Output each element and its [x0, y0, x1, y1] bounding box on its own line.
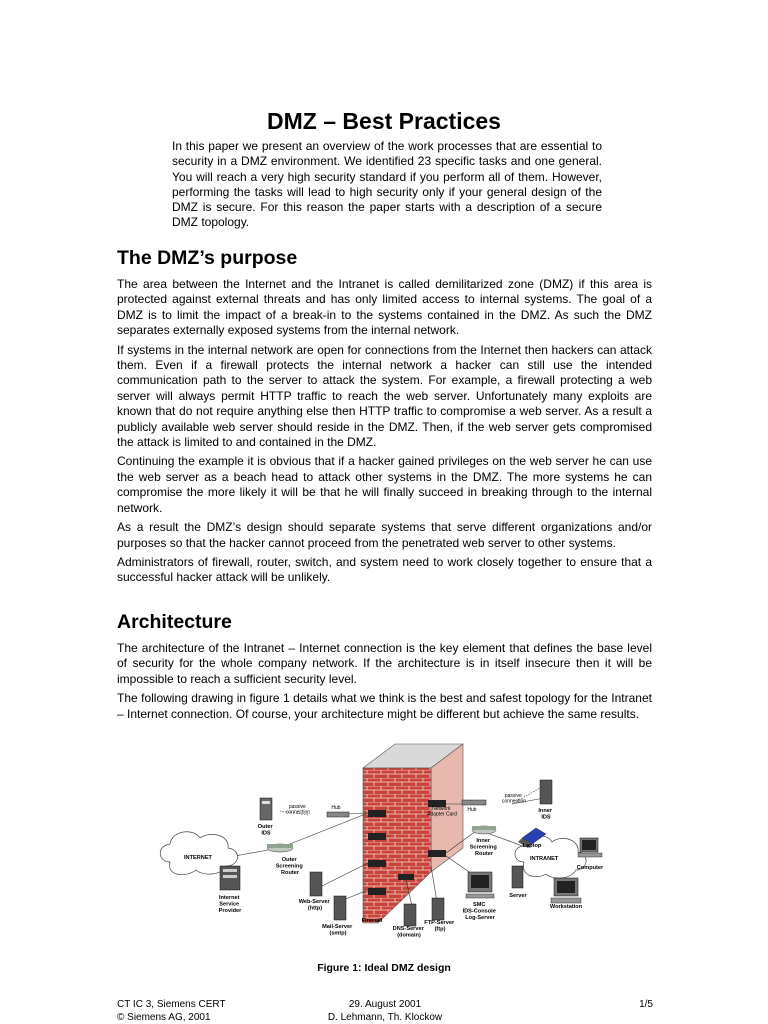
outer-router-label: Outer Screening Router	[275, 857, 303, 876]
document-title: DMZ – Best Practices	[267, 108, 501, 134]
laptop-label: Laptop	[522, 843, 542, 849]
internet-label: INTERNET	[184, 855, 212, 861]
hub-right-icon	[462, 800, 486, 805]
inner-ids-server-icon	[540, 780, 552, 804]
footer-org: CT IC 3, Siemens CERT	[117, 999, 226, 1010]
section-body-purpose	[117, 277, 652, 590]
mail-server-label: Mail-Server (smtp)	[322, 924, 353, 937]
section-heading-architecture: Architecture	[117, 611, 232, 633]
ftp-server-icon	[432, 898, 444, 920]
paragraph: The following drawing in figure 1 details what we think is the best and safest topology for the Intranet – Internet connection. Of course, your architecture might be different but achieve the same results.	[117, 691, 652, 721]
smc-console-icon	[466, 872, 494, 898]
hub-right-label: Hub	[467, 807, 477, 813]
footer-authors: D. Lehmann, Th. Klockow	[327, 1011, 443, 1023]
footer-copyright: © Siemens AG, 2001	[117, 1011, 211, 1023]
outer-router-icon	[267, 844, 293, 852]
dns-server-icon	[404, 904, 416, 926]
workstation-icon	[551, 878, 581, 903]
hub-left-label: Hub	[331, 805, 341, 811]
footer-left	[117, 999, 226, 1024]
section-heading-purpose: The DMZ’s purpose	[117, 247, 298, 269]
web-server-icon	[310, 872, 322, 896]
web-server-label: Web-Server (http)	[298, 899, 330, 912]
intranet-server-label: Server	[509, 893, 527, 899]
outer-ids-server-icon	[260, 798, 272, 820]
isp-server-icon	[220, 866, 240, 890]
ftp-server-label: FTP-Server (ftp)	[424, 920, 455, 933]
inner-router-label: Inner Screening Router	[469, 838, 497, 857]
paragraph: Administrators of firewall, router, switch, and system need to work closely together to ensure that a successful hacker attack will be unlikely.	[117, 554, 652, 585]
intranet-server-icon	[512, 866, 523, 888]
computer-icon	[578, 838, 602, 857]
paragraph: The area between the Internet and the Intranet is called demilitarized zone (DMZ) if this area is protected against external threats and has only limited access to internal systems. The goal of a DMZ is to limit the impact of a break-in to the systems contained in the DMZ. As such the DMZ separates externally exposed systems from the internal network.	[117, 277, 652, 338]
footer-page-number: 1/5	[639, 999, 653, 1010]
intro-paragraph: In this paper we present an overview of the work processes that are essential to security in a DMZ environment. We identified 23 specific tasks and one general. You will reach a very high security standard if you perform all of them. However, performing the tasks will lead to high security only if your general design of the DMZ is secure. For this reason the paper starts with a description of a secure DMZ topology.	[172, 139, 602, 230]
dns-server-label: DNS-Server (domain)	[392, 926, 424, 939]
isp-label: Internet Service Provider	[218, 895, 242, 914]
paragraph: If systems in the internal network are open for connections from the Internet then hackers can attack them. Even if a firewall protects the internal network a hacker can still use the intended communication path to the server to attack the system. For example, a firewall protecting a web server will always permit HTTP traffic to reach the web server. Unfortunately many exploits are known that do not require anything else then HTTP traffic to compromise a web server. As a result a publicly available web server should reside in the DMZ. Then, if the web server gets compromised the attack is limited to and contained in the DMZ.	[117, 342, 652, 450]
outer-ids-label: Outer IDS	[257, 824, 273, 837]
paragraph: Continuing the example it is obvious that if a hacker gained privileges on the web server he can use the web server as a beach head to attack other systems in the DMZ. The more systems he can compromise the more likely it will be that he will finally succeed in breaking through to the internal network.	[117, 454, 652, 515]
network-card-label: Network Adapter Card	[427, 806, 457, 818]
inner-router-icon	[472, 826, 496, 834]
workstation-label: Workstation	[549, 904, 583, 910]
computer-label: Computer	[576, 865, 604, 871]
footer-date: 29. August 2001	[348, 999, 422, 1010]
hub-left-icon	[327, 812, 349, 817]
intranet-label: INTRANET	[530, 856, 559, 862]
paragraph: As a result the DMZ’s design should separate systems that serve different organizations and/or purposes so that the hacker cannot proceed from the penetrated web server to other systems.	[117, 520, 652, 550]
firewall-label: Firewall	[361, 918, 383, 924]
figure-caption: Figure 1: Ideal DMZ design	[317, 962, 451, 974]
passive-connection-right-label: passive connection	[501, 793, 527, 805]
section-body-architecture	[117, 641, 652, 726]
smc-label: SMC IDS-Console Log-Server	[462, 902, 496, 921]
passive-connection-left-label: passive connection	[285, 804, 311, 816]
footer-center	[320, 999, 450, 1024]
inner-ids-label: Inner IDS	[538, 808, 553, 821]
dmz-network-diagram	[150, 738, 620, 953]
mail-server-icon	[334, 896, 346, 920]
paragraph: The architecture of the Intranet – Internet connection is the key element that defines the base level of security for the whole company network. If the architecture is in itself insecure then it will be impossible to reach a sufficient security level.	[117, 641, 652, 686]
